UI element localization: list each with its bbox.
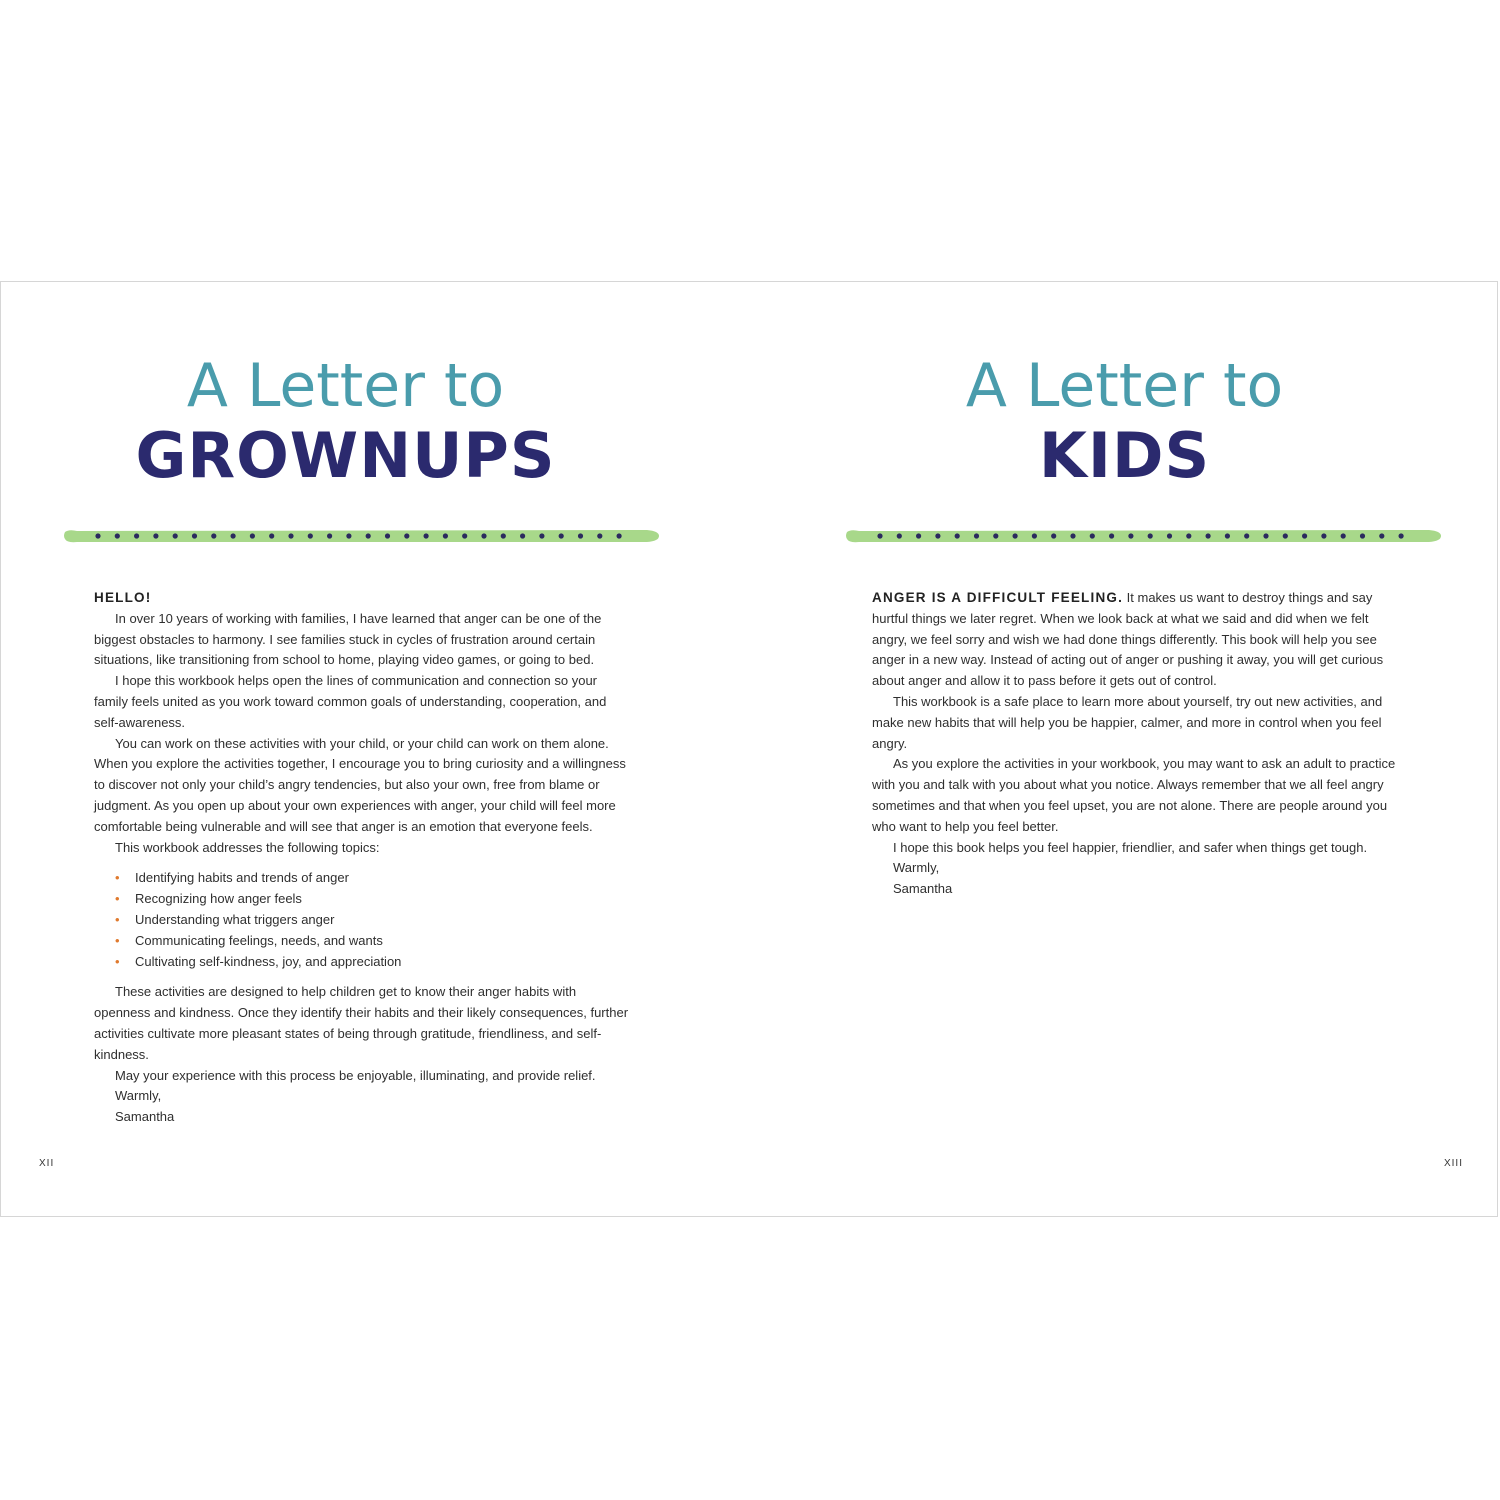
divider-dot — [916, 533, 921, 538]
divider-dot — [993, 533, 998, 538]
signoff: Warmly, — [115, 1088, 162, 1104]
signature: Samantha — [115, 1109, 175, 1125]
divider-dot — [95, 533, 100, 538]
list-item — [115, 868, 634, 889]
right-title-bottom: KIDS — [1038, 419, 1211, 492]
divider-dot — [597, 533, 602, 538]
divider-dot — [443, 533, 448, 538]
divider-dot — [327, 533, 332, 538]
right-letter-body — [872, 588, 1402, 900]
divider-dot — [1379, 533, 1384, 538]
left-dotted-divider — [63, 527, 661, 545]
right-page — [750, 282, 1499, 1216]
divider-dot — [366, 533, 371, 538]
bullet-icon: • — [115, 891, 120, 907]
list-item-label: Identifying habits and trends of anger — [135, 870, 349, 886]
divider-dot — [134, 533, 139, 538]
divider-dot — [520, 533, 525, 538]
divider-dot — [115, 533, 120, 538]
divider-dot — [1225, 533, 1230, 538]
list-item-label: Cultivating self-kindness, joy, and appreciation — [135, 953, 402, 969]
divider-dot — [617, 533, 622, 538]
divider-dot — [1321, 533, 1326, 538]
divider-dot — [1167, 533, 1172, 538]
list-item — [115, 952, 634, 973]
divider-dot — [250, 533, 255, 538]
page-number: XII — [39, 1158, 55, 1169]
list-item-label: Understanding what triggers anger — [135, 911, 335, 927]
divider-dot — [1051, 533, 1056, 538]
list-item-label: Communicating feelings, needs, and wants — [135, 932, 383, 948]
left-page — [1, 282, 750, 1216]
left-title-top: A Letter to — [186, 351, 505, 421]
divider-dot — [1109, 533, 1114, 538]
paragraph: As you explore the activities in your workbook, you may want to ask an adult to practice with you and talk with you about what you notice. Always remember that we all feel angry sometimes and that when you feel upset, you are not alone. There are people around you who want to help you feel better. — [872, 756, 1396, 834]
divider-dot — [935, 533, 940, 538]
paragraph: You can work on these activities with your child, or your child can work on them alone. When you explore the activities together, I encourage you to bring curiosity and a willingness to discover not only your child’s angry tendencies, but also your own, free from blame or judgment. As you open up about your own experiences with anger, your child will feel more comfortable being vulnerable and will see that anger is an emotion that everyone feels. — [94, 735, 626, 834]
divider-dot — [578, 533, 583, 538]
divider-dot — [955, 533, 960, 538]
divider-dot — [1360, 533, 1365, 538]
divider-dot — [462, 533, 467, 538]
divider-dot — [1032, 533, 1037, 538]
paragraph-text: It makes us want to destroy things and say hurtful things we later regret. When we look back at what we said and did when we felt angry, we feel sorry and wish we had done things differently. This book will help you see anger in a new way. Instead of acting out of anger or pushing it away, you will get curious about anger and allow it to pass before it gets out of control. — [872, 590, 1384, 689]
divider-dot — [385, 533, 390, 538]
divider-dot — [539, 533, 544, 538]
divider-dot — [1186, 533, 1191, 538]
divider-dot — [424, 533, 429, 538]
divider-dot — [404, 533, 409, 538]
left-letter-body — [94, 588, 634, 1128]
divider-dot — [1090, 533, 1095, 538]
divider-dot — [1399, 533, 1404, 538]
divider-dot — [308, 533, 313, 538]
paragraph: I hope this workbook helps open the lines of communication and connection so your family feels united as you work toward common goals of understanding, cooperation, and self-awareness. — [94, 673, 607, 730]
divider-dot — [231, 533, 236, 538]
paragraph: May your experience with this process be enjoyable, illuminating, and provide relief. — [115, 1067, 596, 1083]
right-title-top: A Letter to — [965, 351, 1284, 421]
paragraph: These activities are designed to help children get to know their anger habits with openness and kindness. Once they identify their habits and their likely consequences, further activities cultivate more pleasant states of being through gratitude, friendliness, and self-kindness. — [94, 984, 629, 1062]
divider-dot — [1070, 533, 1075, 538]
bullet-icon: • — [115, 870, 120, 886]
divider-dot — [173, 533, 178, 538]
paragraph: This workbook addresses the following topics: — [115, 839, 380, 855]
divider-dot — [1128, 533, 1133, 538]
divider-dot — [974, 533, 979, 538]
divider-dot — [1206, 533, 1211, 538]
left-title-bottom: GROWNUPS — [135, 419, 556, 492]
divider-dot — [1244, 533, 1249, 538]
divider-dot — [211, 533, 216, 538]
divider-dot — [269, 533, 274, 538]
signoff: Warmly, — [893, 860, 940, 876]
paragraph: I hope this book helps you feel happier, friendlier, and safer when things get tough. — [893, 839, 1368, 855]
divider-dot — [1341, 533, 1346, 538]
greeting: HELLO! — [94, 590, 152, 605]
divider-dot — [346, 533, 351, 538]
divider-dot — [501, 533, 506, 538]
divider-dot — [288, 533, 293, 538]
list-item — [115, 889, 634, 910]
bullet-icon: • — [115, 932, 120, 948]
divider-dot — [192, 533, 197, 538]
list-item — [115, 910, 634, 931]
paragraph: This workbook is a safe place to learn more about yourself, try out new activities, and make new habits that will help you be happier, calmer, and more in control when you feel angry. — [872, 693, 1383, 751]
signature: Samantha — [893, 881, 953, 897]
paragraph: In over 10 years of working with families, I have learned that anger can be one of the biggest obstacles to harmony. I see families stuck in cycles of frustration around certain situations, like transitioning from school to home, playing video games, or going to bed. — [94, 610, 602, 668]
divider-dot — [1013, 533, 1018, 538]
lead-in: ANGER IS A DIFFICULT FEELING. — [872, 590, 1124, 605]
paragraph — [872, 588, 1402, 692]
divider-dot — [481, 533, 486, 538]
divider-dot — [1263, 533, 1268, 538]
bullet-icon: • — [115, 911, 120, 927]
page-number: XIII — [1443, 1158, 1463, 1169]
divider-dot — [153, 533, 158, 538]
topics-list — [115, 868, 634, 972]
divider-dot — [897, 533, 902, 538]
list-item — [115, 931, 634, 952]
list-item-label: Recognizing how anger feels — [135, 891, 302, 907]
divider-dot — [559, 533, 564, 538]
bullet-icon: • — [115, 953, 120, 969]
divider-dot — [1148, 533, 1153, 538]
divider-dot — [1302, 533, 1307, 538]
divider-dot — [1283, 533, 1288, 538]
right-dotted-divider — [845, 527, 1443, 545]
book-spread — [0, 281, 1498, 1217]
divider-dot — [877, 533, 882, 538]
